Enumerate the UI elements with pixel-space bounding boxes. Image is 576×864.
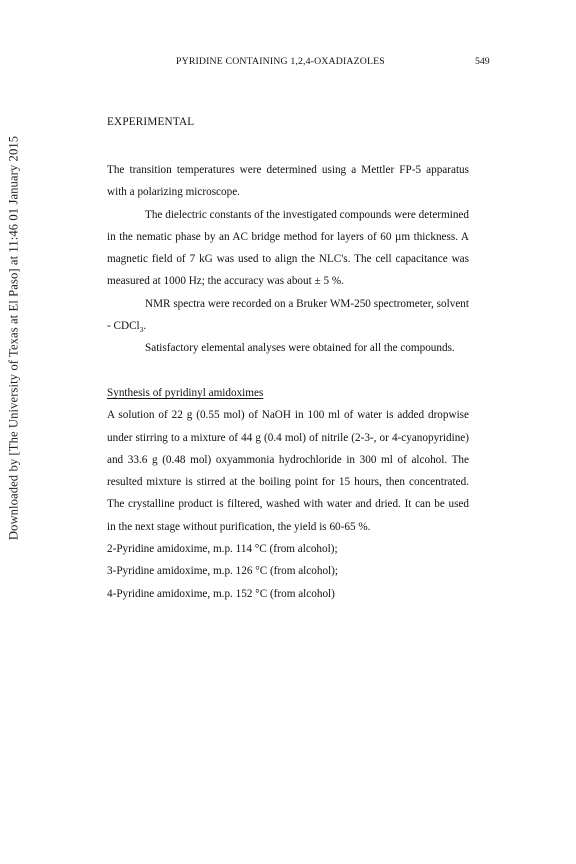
paragraph-elemental-analyses: Satisfactory elemental analyses were obtained for all the compounds. xyxy=(145,342,455,355)
nmr-text: NMR spectra were recorded on a Bruker WM-250 spectrometer, solvent - CDCl xyxy=(107,297,469,333)
paragraph-nmr-spectra xyxy=(107,293,469,338)
product-line: 4-Pyridine amidoxime, m.p. 152 °C (from alcohol) xyxy=(107,587,335,600)
product-line: 2-Pyridine amidoxime, m.p. 114 °C (from alcohol); xyxy=(107,543,338,556)
download-watermark xyxy=(6,50,22,625)
product-line: 3-Pyridine amidoxime, m.p. 126 °C (from alcohol); xyxy=(107,565,338,578)
running-header-title: PYRIDINE CONTAINING 1,2,4-OXADIAZOLES xyxy=(176,56,385,67)
body-text xyxy=(107,159,469,605)
nmr-text-end: . xyxy=(143,320,147,333)
page-number: 549 xyxy=(475,56,490,67)
paragraph-dielectric-constants: The dielectric constants of the investigated compounds were determined in the nematic phase by an AC bridge method for layers of 60 µm thickness. A magnetic field of 7 kG was used to align the NLC's. The cell capacitance was measured at 1000 Hz; the accuracy was about ± 5 %. xyxy=(107,208,469,288)
paragraph-synthesis-procedure: A solution of 22 g (0.55 mol) of NaOH in 100 ml of water is added dropwise under stirring to a mixture of 44 g (0.4 mol) of nitrile (2-3-, or 4-cyanopyridine) and 33.6 g (0.48 mol) oxyammonia hydrochloride in 300 ml of alcohol. The resulted mixture is stirred at the boiling point for 15 hours, then concentrated. The crystalline product is filtered, washed with water and dried. It can be used in the next stage without purification, the yield is 60-65 %. xyxy=(107,409,469,533)
download-watermark-text: Downloaded by [The University of Texas at El Paso] at 11:46 01 January 2015 xyxy=(6,135,21,540)
nmr-subscript: 3 xyxy=(139,325,144,335)
paragraph-transition-temperatures: The transition temperatures were determined using a Mettler FP-5 apparatus with a polarizing microscope. xyxy=(107,164,469,199)
subsection-heading-synthesis: Synthesis of pyridinyl amidoximes xyxy=(107,386,264,399)
section-heading-experimental: EXPERIMENTAL xyxy=(107,116,195,128)
running-header xyxy=(0,56,576,72)
